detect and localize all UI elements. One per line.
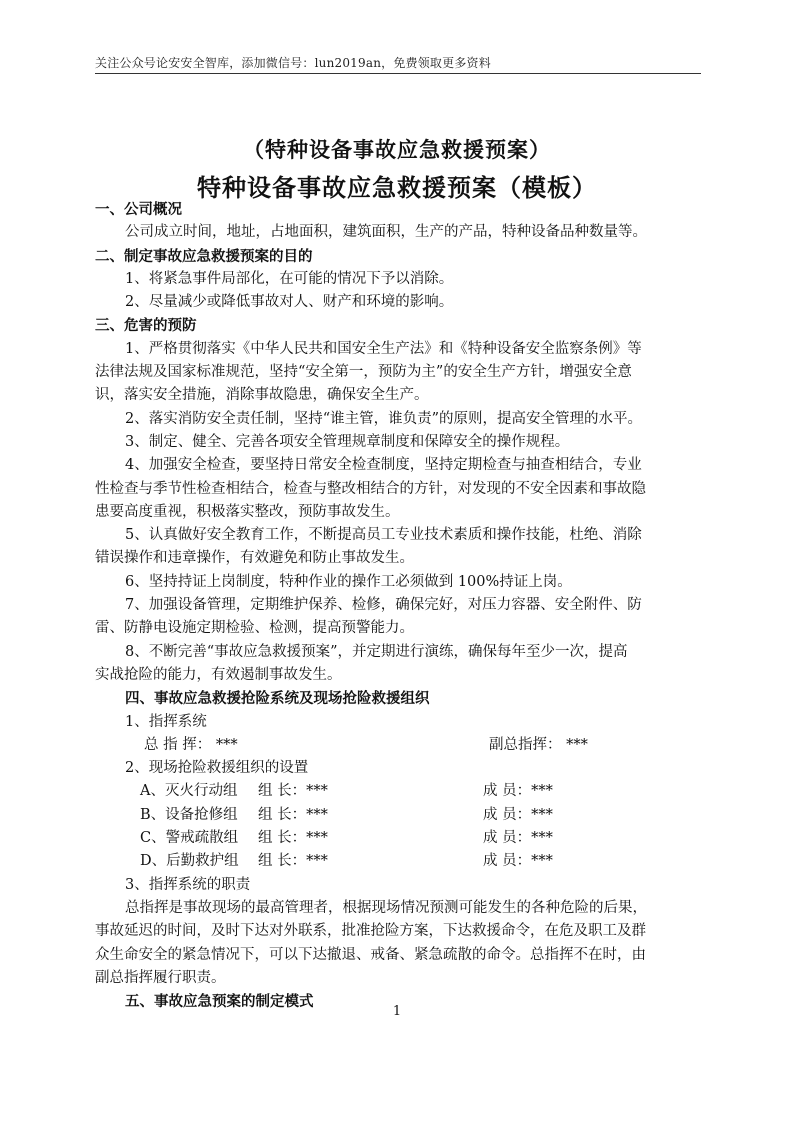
group-leader: 组 长：***: [258, 853, 328, 870]
group-name: C、警戒疏散组: [140, 830, 239, 847]
vice-commander-label: 副总指挥： ***: [489, 736, 588, 753]
paragraph: 1、严格贯彻落实《中华人民共和国安全生产法》和《特种设备安全监察条例》等: [125, 340, 642, 357]
group-members: 成 员：***: [483, 853, 553, 870]
paragraph: 7、加强设备管理，定期维护保养、检修，确保完好，对压力容器、安全附件、防: [125, 597, 642, 614]
group-members: 成 员：***: [483, 830, 553, 847]
paragraph: 5、认真做好安全教育工作，不断提高员工专业技术素质和操作技能，杜绝、消除: [125, 527, 642, 544]
paragraph-continued: 患要高度重视，积极落实整改，预防事故发生。: [95, 503, 400, 520]
paragraph: 2、尽量减少或降低事故对人、财产和环境的影响。: [125, 294, 454, 311]
document-body: [95, 198, 705, 1013]
group-name: A、灭火行动组: [140, 783, 238, 800]
paragraph-continued: 识，落实安全措施，消除事故隐患，确保安全生产。: [95, 387, 429, 404]
paragraph-continued: 副总指挥履行职责。: [95, 969, 226, 986]
paragraph: 3、制定、健全、完善各项安全管理规章制度和保障安全的操作规程。: [125, 433, 570, 450]
commander-row: [95, 734, 705, 757]
paragraph: 8、不断完善“事故应急救援预案”，并定期进行演练，确保每年至少一次，提高: [125, 643, 628, 660]
document-subtitle: （特种设备事故应急救援预案）: [243, 137, 551, 162]
section-heading-1: 一、公司概况: [95, 201, 182, 218]
paragraph-continued: 法律法规及国家标准规范，坚持“安全第一，预防为主”的安全生产方针，增强安全意: [95, 364, 632, 381]
page-header: 关注公众号论安安全智库，添加微信号：lun2019an，免费领取更多资料: [95, 56, 491, 70]
document-title: 特种设备事故应急救援预案（模板）: [197, 173, 597, 202]
paragraph: 2、落实消防安全责任制，坚持“谁主管，谁负责”的原则，提高安全管理的水平。: [125, 410, 643, 427]
paragraph: 总指挥是事故现场的最高管理者，根据现场情况预测可能发生的各种危险的后果，: [125, 899, 647, 916]
paragraph-continued: 事故延迟的时间，及时下达对外联系，批准抢险方案，下达救援命令，在危及职工及群: [95, 923, 646, 940]
section-heading-4: 四、事故应急救援抢险系统及现场抢险救援组织: [125, 690, 430, 708]
paragraph: 公司成立时间，地址，占地面积，建筑面积，生产的产品，特种设备品种数量等。: [125, 224, 647, 241]
subheading: 2、现场抢险救援组织的设置: [125, 760, 309, 777]
group-name: B、设备抢修组: [140, 806, 238, 823]
group-row: [95, 780, 705, 803]
commander-label: 总 指 挥： ***: [144, 736, 238, 753]
section-heading-5: 五、事故应急预案的制定模式: [125, 993, 314, 1011]
group-leader: 组 长：***: [258, 806, 328, 823]
paragraph-continued: 实战抢险的能力，有效遏制事故发生。: [95, 666, 342, 683]
group-leader: 组 长：***: [258, 830, 328, 847]
paragraph-continued: 雷、防静电设施定期检验、检测，提高预警能力。: [95, 620, 414, 637]
section-heading-3: 三、危害的预防: [95, 317, 197, 335]
paragraph: 1、将紧急事件局部化，在可能的情况下予以消除。: [125, 270, 454, 287]
paragraph: 4、加强安全检查，要坚持日常安全检查制度，坚持定期检查与抽查相结合，专业: [125, 457, 642, 474]
header-rule: [95, 73, 701, 74]
section-heading-2: 二、制定事故应急救援预案的目的: [95, 247, 313, 265]
group-row: [95, 804, 705, 827]
paragraph-continued: 性检查与季节性检查相结合，检查与整改相结合的方针，对发现的不安全因素和事故隐: [95, 480, 646, 497]
group-leader: 组 长：***: [258, 783, 328, 800]
subheading: 1、指挥系统: [125, 713, 207, 730]
group-row: [95, 850, 705, 873]
group-name: D、后勤救护组: [140, 853, 239, 870]
paragraph-continued: 众生命安全的紧急情况下，可以下达撤退、戒备、紧急疏散的命令。总指挥不在时，由: [95, 946, 646, 963]
page-number: 1: [392, 1004, 402, 1019]
subheading: 3、指挥系统的职责: [125, 876, 251, 893]
paragraph: 6、坚持持证上岗制度，特种作业的操作工必须做到 100%持证上岗。: [125, 573, 572, 590]
group-row: [95, 827, 705, 850]
group-members: 成 员：***: [483, 806, 553, 823]
group-members: 成 员：***: [483, 783, 553, 800]
paragraph-continued: 错误操作和违章操作，有效避免和防止事故发生。: [95, 550, 414, 567]
